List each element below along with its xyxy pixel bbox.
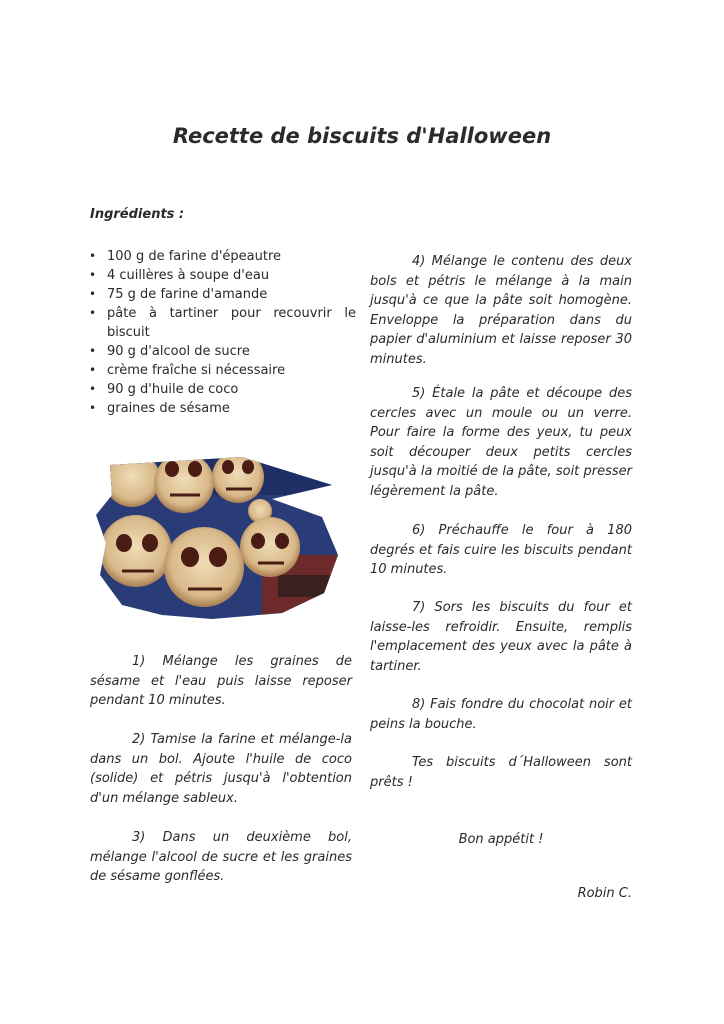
bon-appetit: Bon appétit ! xyxy=(458,832,544,847)
ingredient-item: • 90 g d'alcool de sucre xyxy=(88,342,356,361)
recipe-step-1: 1) Mélange les graines de sésame et l'eau puis laisse reposer pendant 10 minutes. xyxy=(90,654,352,708)
ingredients-list xyxy=(88,247,356,418)
recipe-step-6: 6) Préchauffe le four à 180 degrés et fais cuire les biscuits pendant 10 minutes. xyxy=(370,523,632,577)
recipe-step-8: 8) Fais fondre du chocolat noir et peins la bouche. xyxy=(370,697,632,732)
ingredient-item: • 75 g de farine d'amande xyxy=(88,285,356,304)
recipe-step-5: 5) Étale la pâte et découpe des cercles avec un moule ou un verre. Pour faire la forme des yeux, tu peux soit découper deux petits cercles jusqu'à la moitié de la pâte, soit presser légèrement la pâte. xyxy=(370,386,632,499)
ingredient-item: • 4 cuillères à soupe d'eau xyxy=(88,266,356,285)
recipe-step-3: 3) Dans un deuxième bol, mélange l'alcool de sucre et les graines de sésame gonflées. xyxy=(90,830,352,884)
cookies-photo xyxy=(92,455,342,620)
ingredient-item: • crème fraîche si nécessaire xyxy=(88,361,356,380)
ingredient-item: • pâte à tartiner pour recouvrir le biscuit xyxy=(88,304,356,342)
ready-note: Tes biscuits d´Halloween sont prêts ! xyxy=(370,755,632,790)
ingredient-item: • 90 g d'huile de coco xyxy=(88,380,356,399)
halloween-cookies-photo xyxy=(92,455,342,620)
author-signature: Robin C. xyxy=(577,886,632,901)
recipe-step-4: 4) Mélange le contenu des deux bols et pétris le mélange à la main jusqu'à ce que la pâte soit homogène. Enveloppe la préparation dans du papier d'aluminium et laisse reposer 30 minutes. xyxy=(370,254,632,367)
page-title: Recette de biscuits d'Halloween xyxy=(172,124,552,148)
recipe-step-7: 7) Sors les biscuits du four et laisse-les refroidir. Ensuite, remplis l'emplacement des yeux avec la pâte à tartiner. xyxy=(370,600,632,674)
ingredient-item: • 100 g de farine d'épeautre xyxy=(88,247,356,266)
ingredient-item: • graines de sésame xyxy=(88,399,356,418)
ingredients-heading: Ingrédients : xyxy=(90,207,185,222)
recipe-step-2: 2) Tamise la farine et mélange-la dans un bol. Ajoute l'huile de coco (solide) et pétris jusqu'à l'obtention d'un mélange sableux. xyxy=(90,732,352,806)
